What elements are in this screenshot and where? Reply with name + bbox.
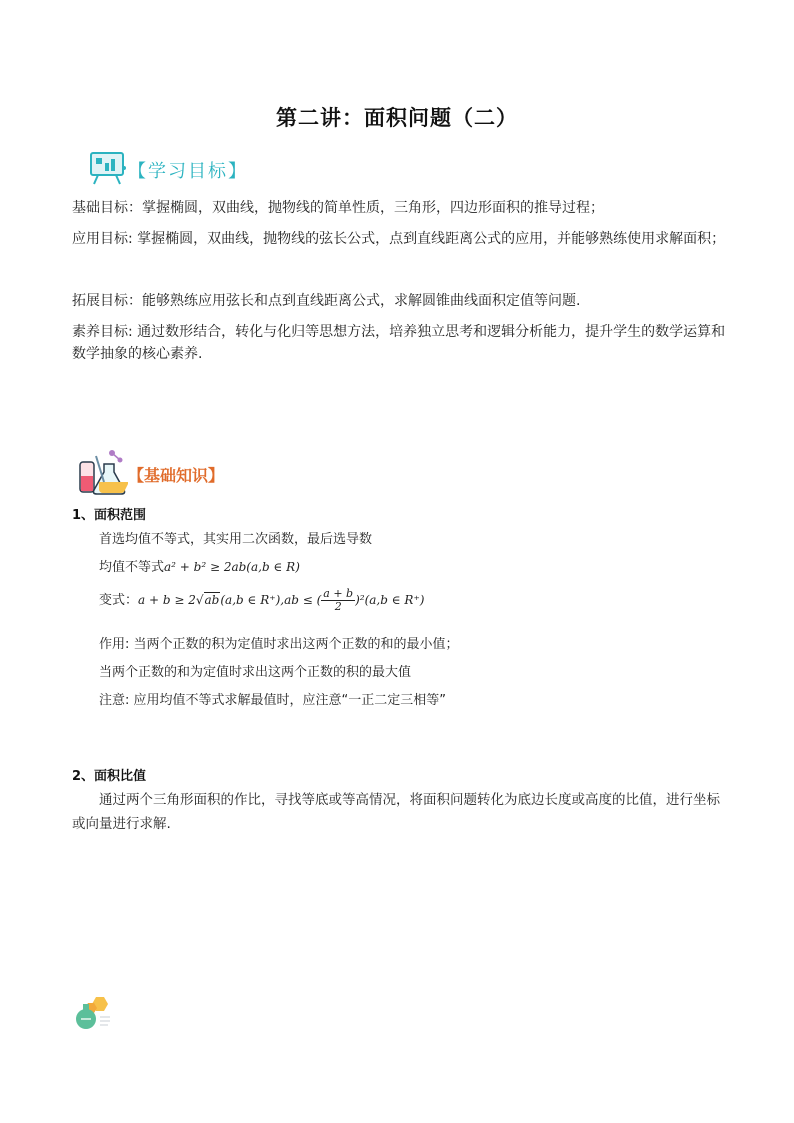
learning-goals-label: 【学习目标】 xyxy=(128,161,248,182)
area-ratio-text: 通过两个三角形面积的作比，寻找等底或等高情况，将面积问题转化为底边长度或高度的比值，进行坐标或向量进行求解. xyxy=(72,792,720,832)
goal-extension: 拓展目标：能够熟练应用弦长和点到直线距离公式，求解圆锥曲线面积定值等问题. xyxy=(72,293,581,309)
variant-formula-a: a + b ≥ 2 xyxy=(138,593,196,607)
variant-fraction-denominator: 2 xyxy=(334,600,342,613)
variant-fraction xyxy=(321,588,355,613)
variant-formula-c: )²(a,b ∈ R⁺) xyxy=(355,593,425,607)
basic-knowledge-header xyxy=(74,448,224,500)
variant-fraction-numerator: a + b xyxy=(323,587,354,600)
caution-line: 注意: 应用均值不等式求解最值时，应注意“一正二定三相等” xyxy=(99,693,446,708)
goal-basic: 基础目标：掌握椭圆，双曲线，抛物线的简单性质，三角形，四边形面积的推导过程； xyxy=(72,200,604,216)
flask-icon xyxy=(74,448,128,500)
usage-line-max: 当两个正数的和为定值时求出这两个正数的积的最大值 xyxy=(99,665,412,680)
usage-line-min: 作用: 当两个正数的积为定值时求出这两个正数的和的最小值； xyxy=(99,637,459,652)
mean-inequality-prefix: 均值不等式 xyxy=(99,560,165,575)
goal-application: 应用目标: 掌握椭圆，双曲线，抛物线的弦长公式，点到直线距离公式的应用，并能够熟练使用求解面积； xyxy=(72,231,726,247)
basic-knowledge-label: 【基础知识】 xyxy=(128,465,225,485)
page-title: 第二讲：面积问题（二） xyxy=(276,106,518,130)
section-area-ratio-heading: 2、面积比值 xyxy=(72,769,147,784)
variant-formula-b: (a,b ∈ R⁺),ab ≤ ( xyxy=(220,593,322,607)
presentation-board-icon xyxy=(88,150,128,190)
learning-goals-header xyxy=(88,150,248,190)
mean-inequality-line xyxy=(99,556,300,575)
goal-literacy: 素养目标: 通过数形结合，转化与化归等思想方法，培养独立思考和逻辑分析能力，提升学生的数学运算和数学抽象的核心素养. xyxy=(72,324,726,362)
beaker-decoration-icon xyxy=(72,995,114,1035)
variant-prefix: 变式： xyxy=(99,593,139,608)
variant-sqrt: ab xyxy=(204,593,220,607)
area-range-method-line: 首选均值不等式，其实用二次函数，最后选导数 xyxy=(99,532,373,547)
mean-inequality-formula: a² + b² ≥ 2ab(a,b ∈ R) xyxy=(164,560,300,574)
section-area-range-heading: 1、面积范围 xyxy=(72,508,147,523)
variant-line: 变式：a + b ≥ 2√ab(a,b ∈ R⁺),ab ≤ ( $\frac{a + b}{2}$ )²(a,b ∈ R⁺) xyxy=(99,587,425,613)
